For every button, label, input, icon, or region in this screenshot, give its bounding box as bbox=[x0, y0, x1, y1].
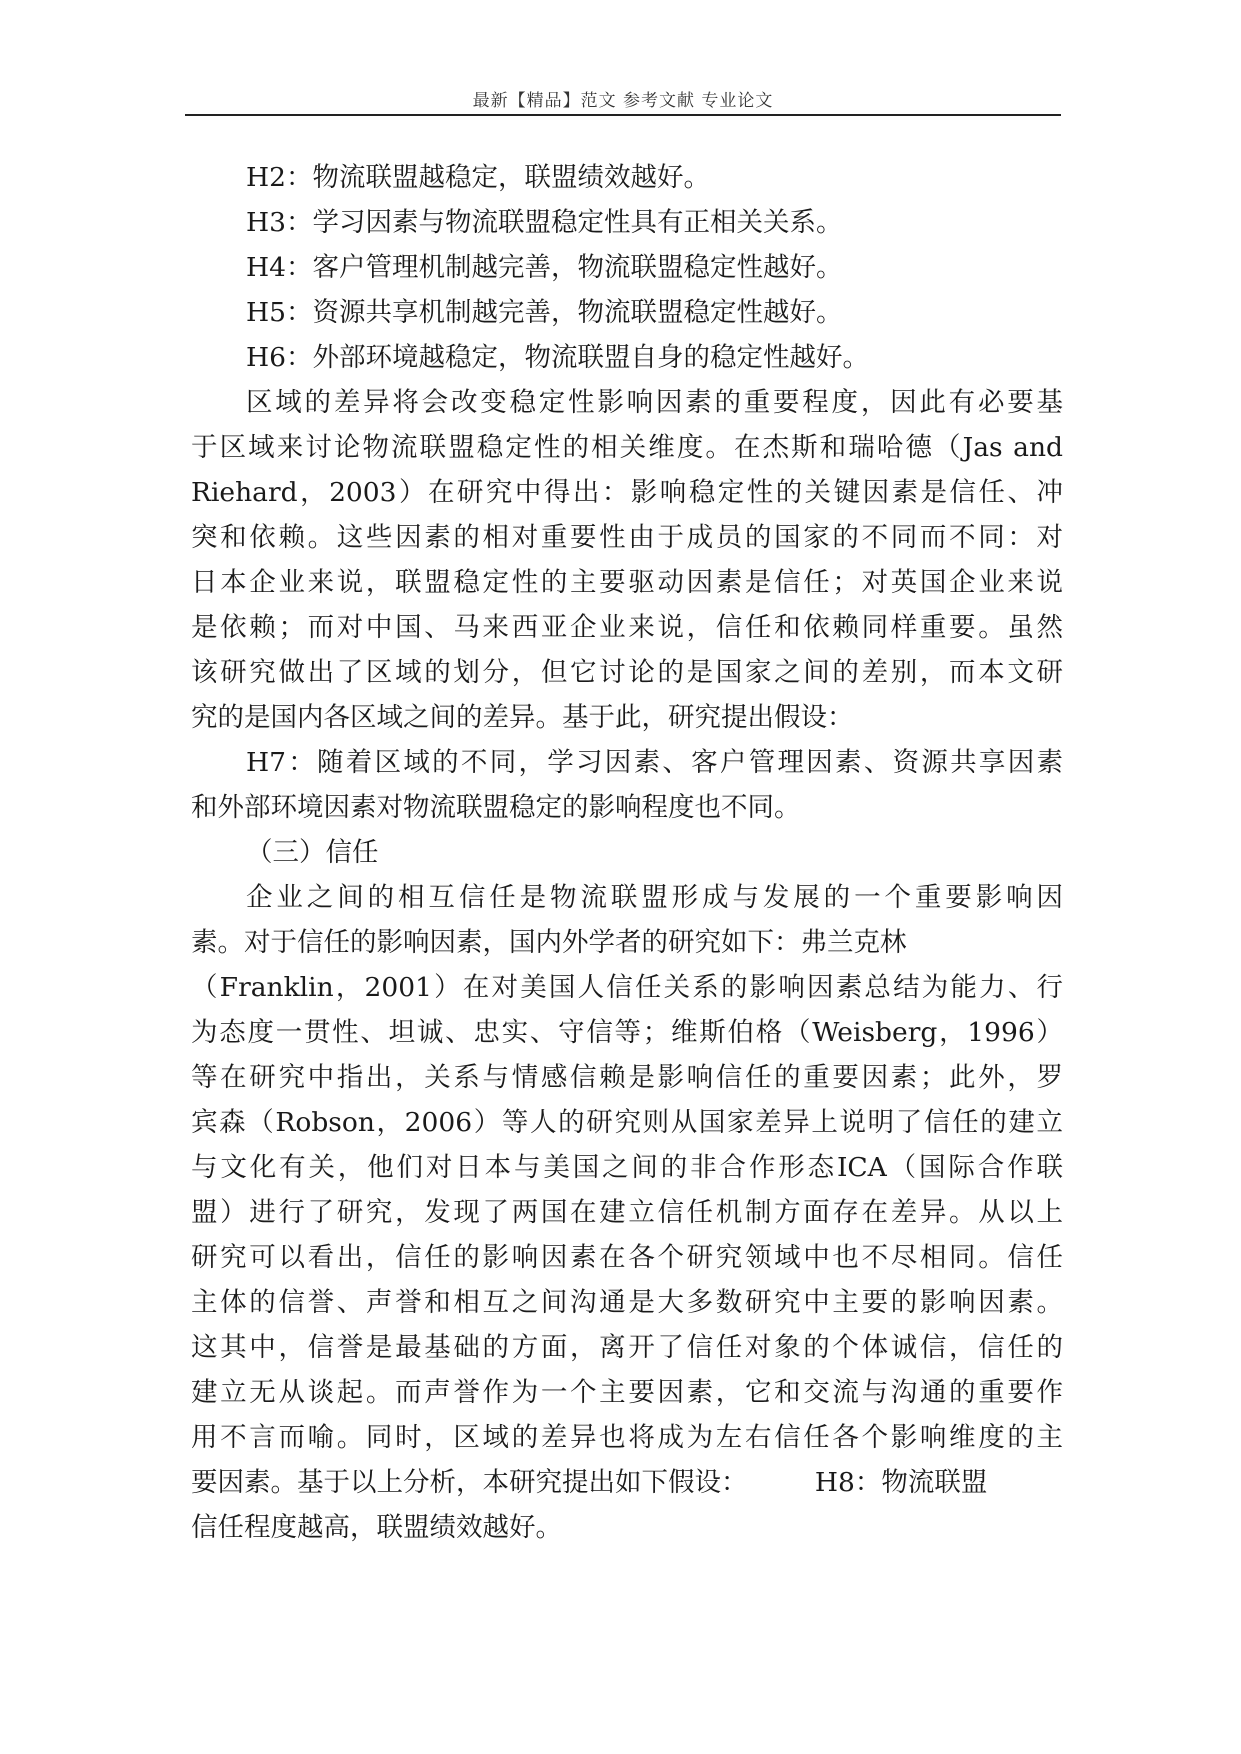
text-line: 企业之间的相互信任是物流联盟形成与发展的一个重要影响因 bbox=[246, 882, 1063, 913]
text-line: H5：资源共享机制越完善，物流联盟稳定性越好。 bbox=[246, 297, 843, 328]
text-line: H3：学习因素与物流联盟稳定性具有正相关关系。 bbox=[246, 207, 843, 238]
text-line: （三）信任 bbox=[246, 837, 379, 868]
text-line: 主体的信誉、声誉和相互之间沟通是大多数研究中主要的影响因素。 bbox=[191, 1287, 1063, 1318]
page-header: 最新【精品】范文 参考文献 专业论文 bbox=[472, 91, 774, 111]
text-line: 信任程度越高，联盟绩效越好。 bbox=[191, 1512, 562, 1543]
text-line: H4：客户管理机制越完善，物流联盟稳定性越好。 bbox=[246, 252, 843, 283]
text-line: 研究可以看出，信任的影响因素在各个研究领域中也不尽相同。信任 bbox=[191, 1242, 1063, 1273]
text-line: 建立无从谈起。而声誉作为一个主要因素，它和交流与沟通的重要作 bbox=[191, 1377, 1063, 1408]
text-line: （Franklin，2001）在对美国人信任关系的影响因素总结为能力、行 bbox=[191, 972, 1063, 1003]
document-body bbox=[191, 155, 1063, 1550]
text-line: 该研究做出了区域的划分，但它讨论的是国家之间的差别，而本文研 bbox=[191, 657, 1063, 688]
text-line: H6：外部环境越稳定，物流联盟自身的稳定性越好。 bbox=[246, 342, 869, 373]
text-line: 用不言而喻。同时，区域的差异也将成为左右信任各个影响维度的主 bbox=[191, 1422, 1063, 1453]
text-line: 素。对于信任的影响因素，国内外学者的研究如下：弗兰克林 bbox=[191, 927, 907, 958]
text-line: 究的是国内各区域之间的差异。基于此，研究提出假设： bbox=[191, 702, 854, 733]
text-line: 区域的差异将会改变稳定性影响因素的重要程度，因此有必要基 bbox=[246, 387, 1063, 418]
text-line: H7：随着区域的不同，学习因素、客户管理因素、资源共享因素 bbox=[246, 747, 1063, 778]
text-line: 与文化有关，他们对日本与美国之间的非合作形态ICA（国际合作联 bbox=[191, 1152, 1063, 1183]
header-divider bbox=[185, 114, 1061, 116]
text-line: Riehard，2003）在研究中得出：影响稳定性的关键因素是信任、冲 bbox=[191, 477, 1063, 508]
text-line: 于区域来讨论物流联盟稳定性的相关维度。在杰斯和瑞哈德（Jas and bbox=[191, 432, 1063, 463]
text-line: 宾森（Robson，2006）等人的研究则从国家差异上说明了信任的建立 bbox=[191, 1107, 1063, 1138]
text-line: 为态度一贯性、坦诚、忠实、守信等；维斯伯格（Weisberg，1996） bbox=[191, 1017, 1063, 1048]
text-line: 等在研究中指出，关系与情感信赖是影响信任的重要因素；此外，罗 bbox=[191, 1062, 1063, 1093]
text-line: 突和依赖。这些因素的相对重要性由于成员的国家的不同而不同：对 bbox=[191, 522, 1063, 553]
text-line: H2：物流联盟越稳定，联盟绩效越好。 bbox=[246, 162, 710, 193]
text-line: 日本企业来说，联盟稳定性的主要驱动因素是信任；对英国企业来说 bbox=[191, 567, 1063, 598]
text-line: 这其中，信誉是最基础的方面，离开了信任对象的个体诚信，信任的 bbox=[191, 1332, 1063, 1363]
text-line: 是依赖；而对中国、马来西亚企业来说，信任和依赖同样重要。虽然 bbox=[191, 612, 1063, 643]
text-line: 和外部环境因素对物流联盟稳定的影响程度也不同。 bbox=[191, 792, 801, 823]
text-line: 盟）进行了研究，发现了两国在建立信任机制方面存在差异。从以上 bbox=[191, 1197, 1063, 1228]
text-line: 要因素。基于以上分析，本研究提出如下假设： H8：物流联盟 bbox=[191, 1467, 988, 1498]
